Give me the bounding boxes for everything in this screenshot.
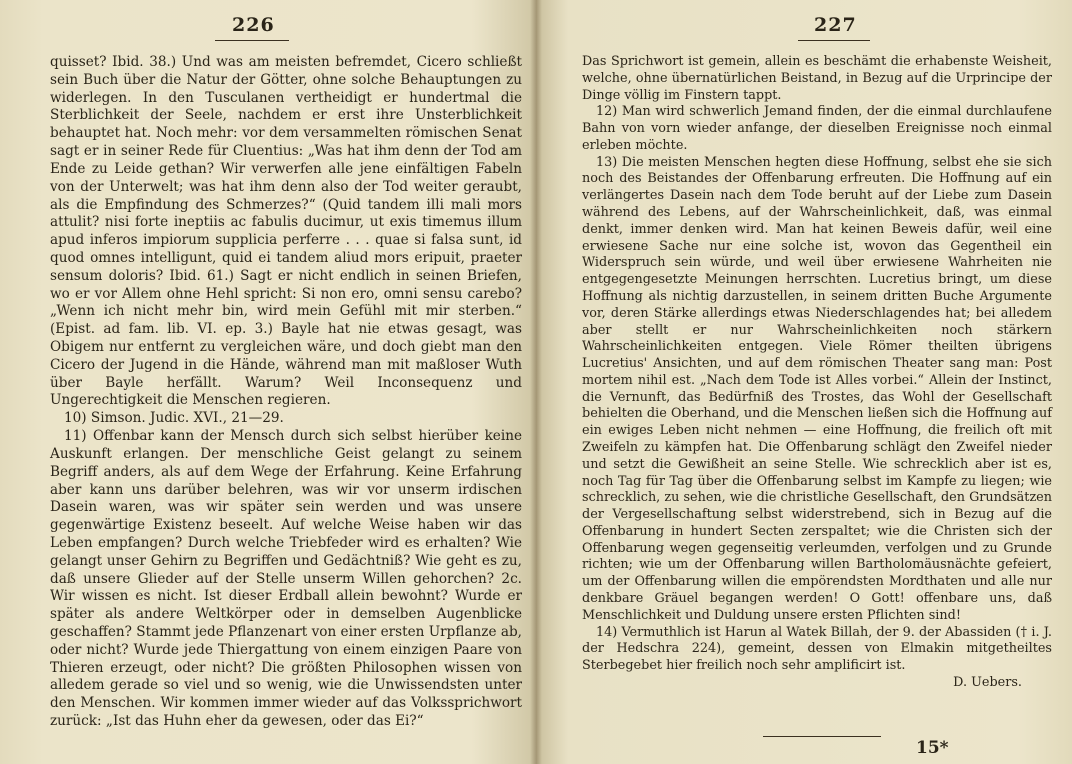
right-page [536,0,1072,764]
footnote-continuation: quisset? Ibid. 38.) Und was am meisten befremdet, Cicero schließt sein Buch über die Natur der Götter, ohne solche Behauptungen zu widerlegen. In den Tusculanen vertheidigt er hundertmal die Sterblichkeit der Seele, nachdem er erst ihre Unsterblichkeit behauptet hat. Noch mehr: vor dem versammelten römischen Senat sagt er in seiner Rede für Cluentius: „Was hat ihm denn der Tod am Ende zu Leide gethan? Wir verwerfen alle jene einfältigen Fabeln von der Unterwelt; was hat ihm denn also der Tod weiter geraubt, als die Empfindung des Schmerzes?“ (Quid tandem illi mali mors attulit? nisi forte ineptiis ac fabulis ducimur, ut exis timemus illum apud inferos impiorum supplicia perferre . . . quae si falsa sunt, id quod omnes intelligunt, quid ei tandem aliud mors eripuit, praeter sensum doloris? Ibid. 61.) Sagt er nicht endlich in seinen Briefen, wo er vor Allem ohne Hehl spricht: Si non ero, omni sensu carebo? „Wenn ich nicht mehr bin, wird mein Gefühl mit mir sterben.“ (Epist. ad fam. lib. VI. ep. 3.) Bayle hat nie etwas gesagt, was Obigem nur entfernt zu vergleichen wäre, und doch giebt man den Cicero der Jugend in die Hände, während man mit maßloser Wuth über Bayle herfällt. Warum? Weil Inconsequenz und Ungerechtigkeit die Menschen regieren. [50,54,522,409]
right-page-text [582,54,1052,692]
footnote-10: 10) Simson. Judic. XVI., 21—29. [64,410,284,427]
footnote-11-continuation: Das Sprichwort ist gemein, allein es beschämt die erhabenste Weisheit, welche, ohne übernatürlichen Beistand, in Bezug auf die Urprincipe der Dinge völlig im Finstern tappt. [582,54,1052,103]
book-gutter [530,0,542,764]
footnote-13: 13) Die meisten Menschen hegten diese Hoffnung, selbst ehe sie sich noch des Beistandes der Offenbarung erfreuten. Die Hoffnung auf ein verlängertes Dasein nach dem Tode beruht auf der Liebe zum Dasein während des Lebens, auf der Wahrscheinlichkeit, daß, was einmal denkt, immer denken wird. Man hat keinen Beweis dafür, weil eine erwiesene Sache nur eine solche ist, wovon das Gegentheil ein Widerspruch sein würde, und weil über erwiesene Wahrheiten nie entgegengesetzte Meinungen herrschten. Lucretius bringt, um diese Hoffnung als nichtig darzustellen, in seinem dritten Buche Argumente vor, deren Stärke allerdings etwas Niederschlagendes hat; bei alledem aber stellt er nur Wahrscheinlichkeiten noch stärkern Wahrscheinlichkeiten entgegen. Viele Römer theilten übrigens Lucretius' Ansichten, und auf dem römischen Theater sang man: Post mortem nihil est. „Nach dem Tode ist Alles vorbei.“ Allein der Instinct, die Vernunft, das Bedürfniß des Trostes, das Wohl der Gesellschaft behielten die Oberhand, und die Menschen ließen sich die Hoffnung auf ein ewiges Leben nicht nehmen — eine Hoffnung, die freilich oft mit Zweifeln zu kämpfen hat. Die Offenbarung schlägt den Zweifel nieder und setzt die Gewißheit an seine Stelle. Wie schrecklich aber ist es, noch Tag für Tag über die Offenbarung selbst im Kampfe zu liegen; wie schrecklich, zu sehen, wie die christliche Gesellschaft, den Grundsätzen der Vergesellschaftung selbst widerstrebend, sich in Bezug auf die Offenbarung in hundert Secten zerspaltet; wie die Christen sich der Offenbarung wegen gegenseitig verleumden, verfolgen und zu Grunde richten; wie um der Offenbarung willen Bartholomäusnächte gefeiert, um der Offenbarung willen die empörendsten Mordthaten und alle nur denkbare Gräuel begangen werden! O Gott! offenbare uns, daß Menschlichkeit und Duldung unsere ersten Pflichten sind! [582,154,1052,623]
page-number-right: 227 [814,14,857,36]
left-page-text [50,54,522,731]
translator-signature: D. Uebers. [953,674,1022,690]
footnote-11: 11) Offenbar kann der Mensch durch sich selbst hierüber keine Auskunft erlangen. Der menschliche Geist gelangt zu seinem Begriff anders, als auf dem Wege der Erfahrung. Keine Erfahrung aber kann uns darüber belehren, was wir vor unserm irdischen Dasein waren, was wir später sein werden und was unsere gegenwärtige Existenz beseelt. Auf welche Weise haben wir das Leben empfangen? Durch welche Triebfeder wird es erhalten? Wie gelangt unser Gehirn zu Begriffen und Gedächtniß? Wie geht es zu, daß unsere Glieder auf der Stelle unserm Willen gehorchen? 2c. Wir wissen es nicht. Ist dieser Erdball allein bewohnt? Wurde er später als andere Weltkörper oder in demselben Augenblicke geschaffen? Stammt jede Pflanzenart von einer ersten Urpflanze ab, oder nicht? Wurde jede Thiergattung von einem einzigen Paare von Thieren erzeugt, oder nicht? Die größten Philosophen wissen von alledem gerade so viel und so wenig, wie die Unwissendsten unter den Menschen. Wir kommen immer wieder auf das Volkssprichwort zurück: „Ist das Huhn eher da gewesen, oder das Ei?“ [50,428,522,730]
header-rule-left [215,40,289,41]
end-rule [763,736,881,737]
footnote-14: 14) Vermuthlich ist Harun al Watek Billah, der 9. der Abassiden († i. J. der Hedschra 224), gemeint, dessen von Elmakin mitgetheiltes Sterbegebet hier freilich noch sehr amplificirt ist. [582,624,1052,674]
header-rule-right [798,40,870,41]
signature-mark: 15* [916,738,949,758]
footnote-12: 12) Man wird schwerlich Jemand finden, der die einmal durchlaufene Bahn von vorn wieder anfange, der dieselben Ereignisse noch einmal erleben möchte. [582,104,1052,153]
page-number-left: 226 [232,14,275,36]
